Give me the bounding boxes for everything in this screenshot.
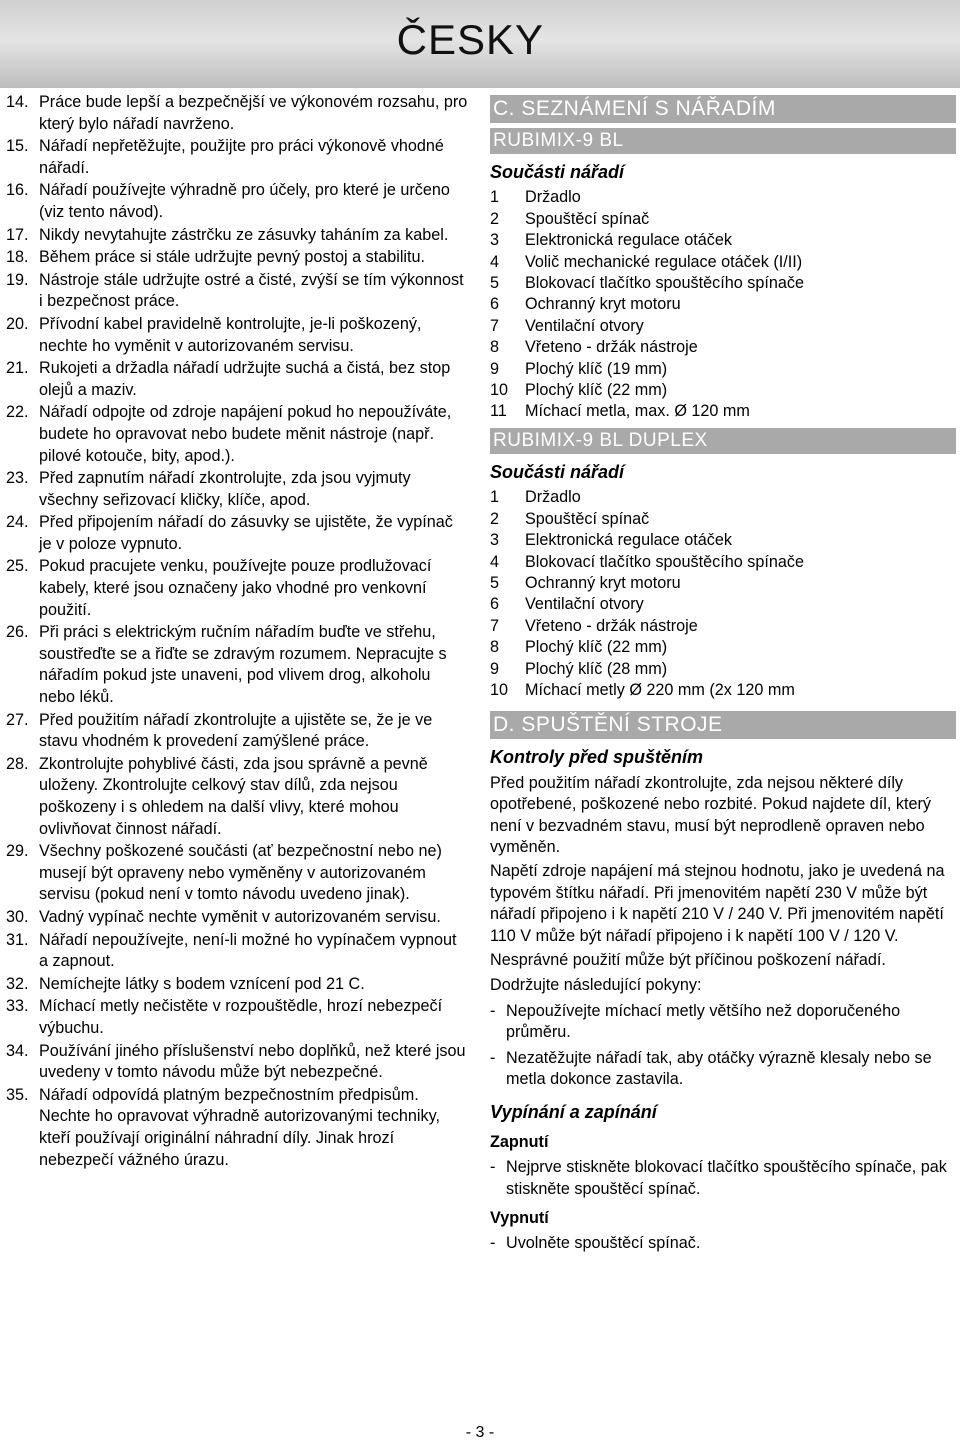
safety-rule-item — [6, 180, 468, 223]
model1-parts-title: Součásti nářadí — [490, 162, 625, 182]
rule-text: Nářadí nepoužívejte, není-li možné ho vypínačem vypnout a zapnout. — [39, 930, 457, 971]
rule-text: Během práce si stále udržujte pevný postoj a stabilitu. — [39, 248, 426, 267]
part-number: 2 — [490, 209, 500, 228]
part-item — [490, 209, 956, 230]
rule-number: 30. — [6, 907, 29, 926]
part-item — [490, 359, 956, 380]
safety-rule-item — [6, 468, 468, 511]
part-item — [490, 530, 956, 551]
safety-rule-item — [6, 996, 468, 1039]
rule-number: 20. — [6, 314, 29, 333]
part-number: 5 — [490, 573, 500, 592]
part-number: 4 — [490, 252, 500, 271]
part-item — [490, 637, 956, 658]
rule-text: Před použitím nářadí zkontrolujte a ujistěte se, že je ve stavu vhodném k provedení zamýšlené práce. — [39, 710, 433, 751]
rule-number: 33. — [6, 997, 29, 1016]
safety-rule-item — [6, 1041, 468, 1084]
safety-rules-list — [6, 92, 468, 1172]
switch-off-title: Vypnutí — [490, 1209, 549, 1228]
rule-text: Práce bude lepší a bezpečnější ve výkonovém rozsahu, pro který bylo nářadí navrženo. — [39, 93, 468, 133]
part-label: Ventilační otvory — [525, 595, 644, 614]
rule-number: 16. — [6, 181, 29, 200]
rule-text: Před připojením nářadí do zásuvky se ujistěte, že vypínač je v poloze vypnuto. — [39, 513, 453, 553]
part-number: 1 — [490, 488, 500, 507]
checks-title: Kontroly před spuštěním — [490, 747, 704, 768]
rule-text: Vadný vypínač nechte vyměnit v autorizovaném servisu. — [39, 907, 441, 926]
rule-number: 17. — [6, 225, 29, 244]
safety-rule-item — [6, 247, 468, 269]
part-item — [490, 659, 956, 680]
part-label: Spouštěcí spínač — [525, 209, 650, 228]
part-number: 11 — [490, 402, 507, 421]
part-label: Blokovací tlačítko spouštěcího spínače — [525, 274, 804, 293]
part-item — [490, 616, 956, 637]
part-item — [490, 487, 956, 508]
rule-text: Nářadí odpojte od zdroje napájení pokud ho nepoužíváte, budete ho opravovat nebo budete měnit nástroje (např. pilové kotouče, bity, apod.). — [39, 403, 452, 465]
safety-rule-item — [6, 358, 468, 401]
page-number: - 3 - — [465, 1424, 495, 1441]
part-item — [490, 230, 956, 251]
rule-text: Nikdy nevytahujte zástrčku ze zásuvky taháním za kabel. — [39, 225, 449, 244]
model2-heading: RUBIMIX-9 BL DUPLEX — [490, 428, 956, 454]
part-label: Plochý klíč (19 mm) — [525, 359, 668, 378]
part-item — [490, 680, 956, 701]
safety-rule-item — [6, 556, 468, 621]
rule-text: Nemíchejte látky s bodem vznícení pod 21 C. — [39, 974, 365, 993]
rule-text: Zkontrolujte pohyblivé části, zda jsou správně a pevně uloženy. Zkontrolujte celkový stav dílů, zda nejsou poškozeny i s ohledem na další vlivy, které mohou ovlivňovat činnost nářadí. — [39, 754, 428, 838]
part-label: Elektronická regulace otáček — [525, 231, 732, 250]
part-number: 9 — [490, 359, 500, 378]
checks-paragraph-4: Dodržujte následující pokyny: — [490, 976, 702, 995]
part-number: 9 — [490, 659, 500, 678]
safety-rule-item — [6, 907, 468, 929]
part-label: Míchací metla, max. Ø 120 mm — [525, 402, 750, 421]
model1-parts-list — [490, 187, 956, 422]
rule-number: 35. — [6, 1085, 29, 1104]
part-label: Volič mechanické regulace otáček (I/II) — [525, 252, 803, 271]
safety-rule-item — [6, 930, 468, 973]
safety-rule-item — [6, 754, 468, 840]
rule-text: Používání jiného příslušenství nebo doplňků, než které jsou uvedeny v tomto návodu může být nebezpečné. — [39, 1041, 466, 1082]
switch-on-title: Zapnutí — [490, 1132, 549, 1151]
safety-rule-item — [6, 622, 468, 708]
safety-rule-item — [6, 841, 468, 906]
instruction-bullet: - Nepoužívejte míchací metly většího než doporučeného průměru. — [490, 1001, 901, 1042]
rule-number: 31. — [6, 930, 29, 949]
part-label: Spouštěcí spínač — [525, 509, 650, 528]
part-number: 2 — [490, 509, 500, 528]
model2-parts-title: Součásti nářadí — [490, 461, 625, 482]
part-item — [490, 337, 956, 358]
rule-number: 25. — [6, 557, 29, 576]
part-number: 6 — [490, 295, 500, 314]
part-label: Držadlo — [525, 188, 581, 207]
rule-number: 18. — [6, 248, 29, 267]
part-item — [490, 401, 956, 422]
part-label: Vřeteno - držák nástroje — [525, 616, 698, 635]
part-number: 10 — [490, 381, 509, 400]
checks-paragraph-3: Nesprávné použití může být příčinou poškození nářadí. — [490, 951, 886, 969]
rule-text: Přívodní kabel pravidelně kontrolujte, je-li poškozený, nechte ho vyměnit v autorizovaném servisu. — [39, 314, 422, 355]
rule-number: 15. — [6, 137, 29, 156]
part-label: Držadlo — [525, 488, 581, 507]
section-d-heading: D. SPUŠTĚNÍ STROJE — [490, 711, 956, 739]
part-item — [490, 294, 956, 315]
safety-rule-item — [6, 974, 468, 996]
section-c-heading: C. SEZNÁMENÍ S NÁŘADÍM — [490, 95, 956, 123]
rule-number: 29. — [6, 842, 29, 861]
part-number: 6 — [490, 595, 500, 614]
part-number: 5 — [490, 274, 500, 293]
part-number: 3 — [490, 531, 500, 550]
rule-text: Všechny poškozené součásti (ať bezpečnostní nebo ne) musejí být opraveny nebo vyměněny v autorizovaném servisu (pokud není v tomto návodu uvedeno jinak). — [39, 842, 442, 904]
checks-paragraph-2: Napětí zdroje napájení má stejnou hodnotu, jako je uvedená na typovém štítku nářadí. Při jmenovitém napětí 230 V může být nářadí připojeno i k napětí 210 V / 240 V. Při jmenovitém napětí 110 V může být nářadí připojeno i k napětí 100 V / 120 V. — [490, 862, 945, 945]
part-item — [490, 316, 956, 337]
rule-text: Před zapnutím nářadí zkontrolujte, zda jsou vyjmuty všechny seřizovací kličky, klíče, apod. — [39, 469, 411, 509]
rule-number: 23. — [6, 469, 29, 488]
checks-paragraph-1: Před použitím nářadí zkontrolujte, zda nejsou některé díly opotřebené, poškozené nebo rozbité. Pokud najdete díl, který není v bezvadném stavu, musí být neprodleně opraven nebo vyměněn. — [490, 773, 931, 856]
rule-number: 24. — [6, 513, 29, 532]
part-item — [490, 187, 956, 208]
rule-number: 32. — [6, 974, 29, 993]
part-number: 10 — [490, 680, 509, 699]
safety-rule-item — [6, 270, 468, 313]
part-item — [490, 552, 956, 573]
part-label: Ochranný kryt motoru — [525, 295, 681, 314]
rule-text: Nářadí odpovídá platným bezpečnostním předpisům. Nechte ho opravovat výhradně autorizovanými techniky, kteří používají originální náhradní díly. Jinak hrozí nebezpečí vážného úrazu. — [39, 1085, 441, 1169]
part-number: 3 — [490, 231, 500, 250]
safety-rule-item — [6, 225, 468, 247]
part-item — [490, 509, 956, 530]
onoff-title: Vypínání a zapínání — [490, 1102, 657, 1123]
model2-parts-list — [490, 487, 956, 701]
part-item — [490, 380, 956, 401]
rule-number: 14. — [6, 93, 29, 111]
rule-number: 34. — [6, 1041, 29, 1060]
rule-text: Nářadí používejte výhradně pro účely, pro které je určeno (viz tento návod). — [39, 181, 450, 221]
part-label: Ventilační otvory — [525, 316, 644, 335]
rule-number: 26. — [6, 623, 29, 642]
safety-rule-item — [6, 92, 468, 135]
part-label: Míchací metly Ø 220 mm (2x 120 mm — [525, 680, 795, 699]
part-number: 7 — [490, 316, 500, 335]
part-item — [490, 273, 956, 294]
part-number: 8 — [490, 338, 500, 357]
part-item — [490, 594, 956, 615]
safety-rule-item — [6, 314, 468, 357]
part-label: Ochranný kryt motoru — [525, 573, 681, 592]
part-label: Vřeteno - držák nástroje — [525, 338, 698, 357]
part-number: 1 — [490, 188, 500, 207]
rule-number: 21. — [6, 359, 29, 378]
rule-text: Nářadí nepřetěžujte, použijte pro práci výkonově vhodné nářadí. — [39, 137, 444, 177]
rule-text: Pokud pracujete venku, používejte pouze prodlužovací kabely, které jsou označeny jako vhodné pro venkovní použití. — [39, 557, 432, 619]
part-label: Plochý klíč (28 mm) — [525, 659, 668, 678]
part-label: Plochý klíč (22 mm) — [525, 638, 668, 657]
part-label: Plochý klíč (22 mm) — [525, 381, 668, 400]
language-title: ČESKY — [396, 16, 544, 63]
safety-rule-item — [6, 710, 468, 753]
part-item — [490, 252, 956, 273]
part-number: 7 — [490, 616, 500, 635]
rule-number: 28. — [6, 754, 29, 773]
safety-rule-item — [6, 402, 468, 467]
rule-text: Nástroje stále udržujte ostré a čisté, zvýší se tím výkonnost i bezpečnost práce. — [39, 270, 464, 311]
right-column — [490, 95, 956, 1255]
instruction-bullet: - Nezatěžujte nářadí tak, aby otáčky výrazně klesaly nebo se metla dokonce zastavila. — [490, 1048, 932, 1089]
rule-number: 22. — [6, 403, 29, 422]
safety-rule-item — [6, 136, 468, 179]
page-header — [0, 0, 960, 88]
rule-text: Míchací metly nečistěte v rozpouštědle, hrozí nebezpečí výbuchu. — [39, 997, 443, 1037]
rule-text: Při práci s elektrickým ručním nářadím buďte ve střehu, soustřeďte se a řiďte se zdravým rozumem. Nepracujte s nářadím pokud jste unaveni, pod vlivem drog, alkoholu nebo léků. — [39, 623, 447, 707]
switch-off-bullet: - Uvolněte spouštěcí spínač. — [490, 1234, 701, 1253]
part-label: Elektronická regulace otáček — [525, 531, 732, 550]
rule-text: Rukojeti a držadla nářadí udržujte suchá a čistá, bez stop olejů a maziv. — [39, 359, 451, 399]
safety-rule-item — [6, 512, 468, 555]
rule-number: 27. — [6, 710, 29, 729]
part-number: 8 — [490, 638, 500, 657]
part-label: Blokovací tlačítko spouštěcího spínače — [525, 552, 804, 571]
safety-rule-item — [6, 1085, 468, 1171]
switch-on-bullet: - Nejprve stiskněte blokovací tlačítko spouštěcího spínače, pak stiskněte spouštěcí spínač. — [490, 1158, 947, 1198]
part-number: 4 — [490, 552, 500, 571]
model1-heading: RUBIMIX-9 BL — [490, 128, 956, 154]
part-item — [490, 573, 956, 594]
rule-number: 19. — [6, 270, 29, 289]
